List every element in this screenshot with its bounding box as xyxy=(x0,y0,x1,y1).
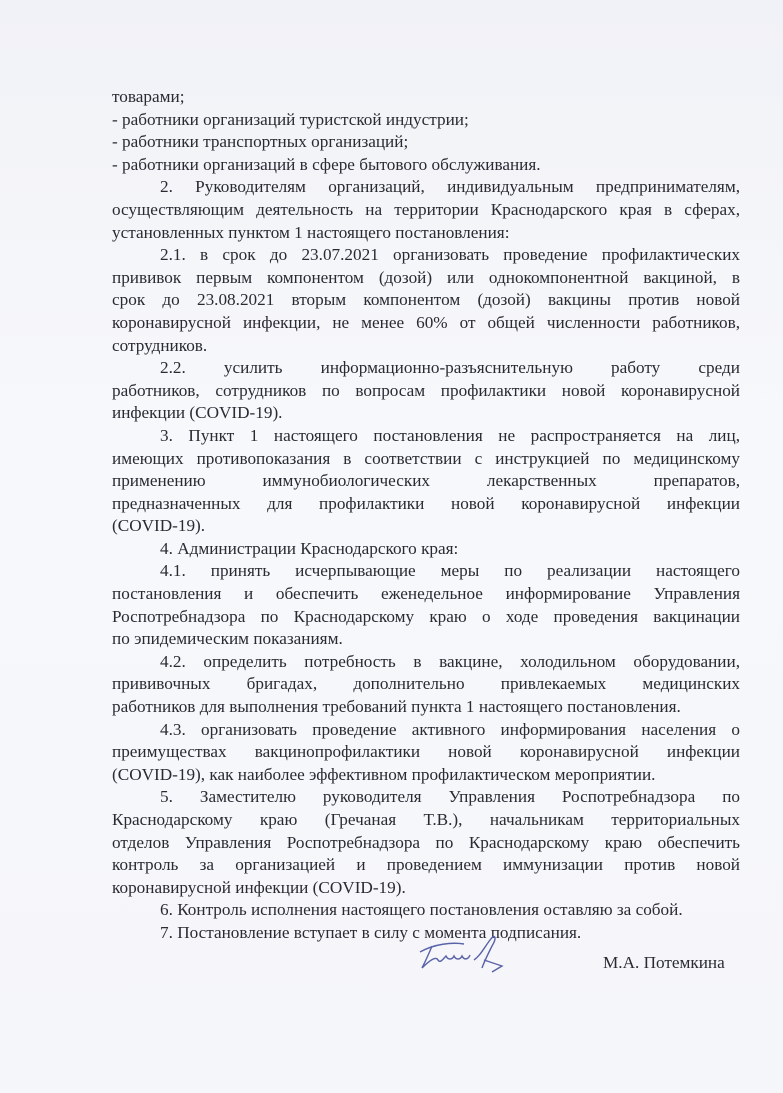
document-body xyxy=(112,86,740,945)
text-line: 5. Заместителю руководителя Управления Роспотребнадзора по xyxy=(160,787,740,807)
paragraph xyxy=(112,786,740,899)
text-line: товарами; xyxy=(112,87,185,106)
paragraph xyxy=(112,154,740,177)
text-line: (COVID-19), как наиболее эффективном профилактическом мероприятии. xyxy=(112,764,656,784)
text-line: коронавирусной инфекции (COVID-19). xyxy=(112,877,406,897)
text-line: контроль за организацией и проведением иммунизации против новой xyxy=(112,855,740,875)
text-line: Краснодарскому краю (Гречаная Т.В.), начальникам территориальных xyxy=(112,810,740,829)
paragraph xyxy=(112,425,740,538)
text-line: (COVID-19). xyxy=(112,516,206,536)
text-line: 4.3. организовать проведение активного информирования населения о xyxy=(160,719,740,739)
text-line: срок до 23.08.2021 вторым компонентом (дозой) вакцины против новой xyxy=(112,290,740,310)
text-line: 6. Контроль исполнения настоящего постановления оставляю за собой. xyxy=(160,900,683,920)
text-line: - работники организаций в сфере бытового обслуживания. xyxy=(112,154,541,174)
text-line: - работники организаций туристской индустрии; xyxy=(112,109,469,129)
text-line: имеющих противопоказания в соответствии с инструкцией по медицинскому xyxy=(112,448,740,468)
paragraph xyxy=(112,109,740,132)
text-line: 4.2. определить потребность в вакцине, холодильном оборудовании, xyxy=(160,651,740,671)
paragraph xyxy=(112,651,740,719)
paragraph xyxy=(112,176,740,244)
text-line: 2. Руководителям организаций, индивидуальным предпринимателям, xyxy=(160,177,740,197)
text-line: применению иммунобиологических лекарственных препаратов, xyxy=(112,471,740,491)
text-line: сотрудников. xyxy=(112,335,208,355)
paragraph xyxy=(112,719,740,787)
text-line: прививочных бригадах, дополнительно привлекаемых медицинских xyxy=(112,674,740,694)
text-line: установленных пунктом 1 настоящего постановления: xyxy=(112,222,510,242)
text-line: 7. Постановление вступает в силу с момента подписания. xyxy=(160,922,582,942)
text-line: 4.1. принять исчерпывающие меры по реализации настоящего xyxy=(160,561,740,581)
text-line: 4. Администрации Краснодарского края: xyxy=(160,538,459,558)
paragraph xyxy=(112,131,740,154)
paragraph xyxy=(112,899,740,922)
text-line: работников, сотрудников по вопросам профилактики новой коронавирусной xyxy=(112,380,740,400)
text-line: работников для выполнения требований пункта 1 настоящего постановления. xyxy=(112,697,681,717)
text-line: постановления и обеспечить еженедельное информирование Управления xyxy=(112,584,740,604)
paragraph xyxy=(112,86,740,109)
text-line: прививок первым компонентом (дозой) или однокомпонентной вакциной, в xyxy=(112,267,740,287)
text-line: 2.1. в срок до 23.07.2021 организовать проведение профилактических xyxy=(160,245,740,265)
paragraph xyxy=(112,560,740,650)
text-line: осуществляющим деятельность на территории Краснодарского края в сферах, xyxy=(112,199,740,219)
paragraph xyxy=(112,538,740,561)
text-line: Роспотребнадзора по Краснодарскому краю о ходе проведения вакцинации xyxy=(112,606,740,626)
paragraph xyxy=(112,244,740,357)
text-line: предназначенных для профилактики новой коронавирусной инфекции xyxy=(112,493,740,513)
text-line: отделов Управления Роспотребнадзора по Краснодарскому краю обеспечить xyxy=(112,832,740,852)
signatory-name: М.А. Потемкина xyxy=(603,953,725,972)
text-line: преимуществах вакцинопрофилактики новой коронавирусной инфекции xyxy=(112,742,740,762)
text-line: по эпидемическим показаниям. xyxy=(112,629,343,649)
text-line: 2.2. усилить информационно-разъяснительную работу среди xyxy=(160,358,740,378)
text-line: коронавирусной инфекции, не менее 60% от общей численности работников, xyxy=(112,312,740,332)
text-line: - работники транспортных организаций; xyxy=(112,132,409,152)
paragraph xyxy=(112,357,740,425)
text-line: инфекции (COVID-19). xyxy=(112,403,283,423)
handwritten-signature xyxy=(414,930,524,980)
text-line: 3. Пункт 1 настоящего постановления не распространяется на лиц, xyxy=(160,425,740,445)
